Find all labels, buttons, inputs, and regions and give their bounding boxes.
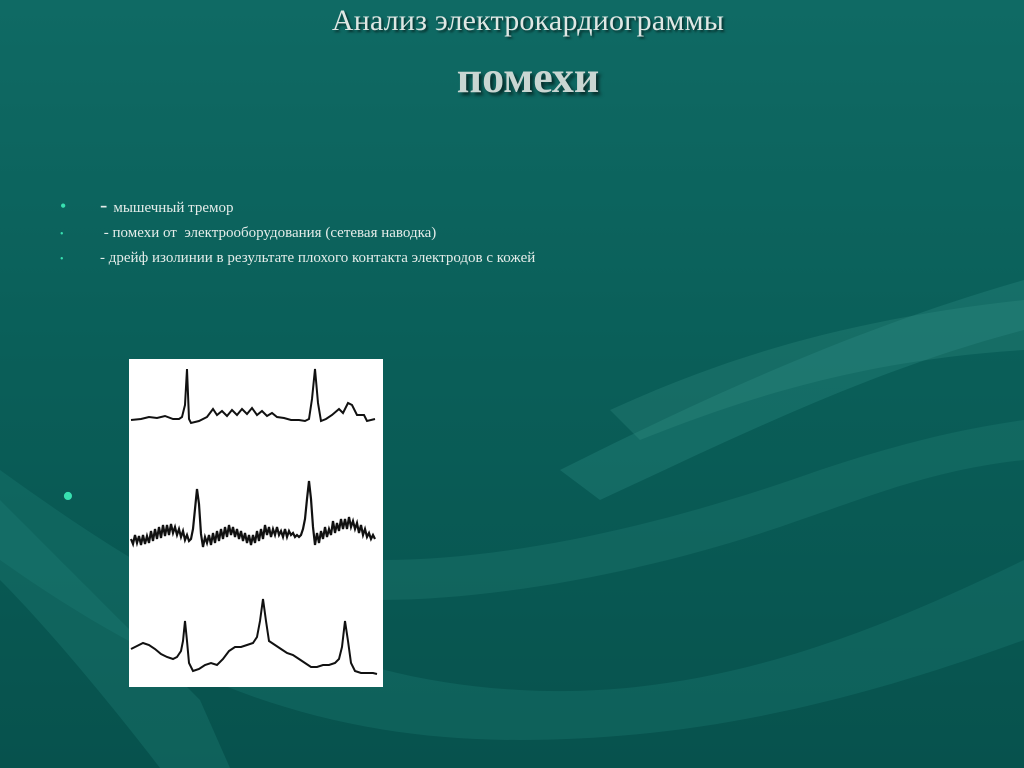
bullet-text: мышечный тремор bbox=[113, 200, 234, 216]
bullet-dot-icon: • bbox=[60, 229, 64, 240]
image-bullet-icon: • bbox=[62, 478, 74, 515]
muscle-tremor-trace bbox=[131, 369, 375, 423]
ecg-interference-figure bbox=[129, 359, 383, 687]
bullet-muscle-tremor bbox=[60, 192, 234, 218]
mains-interference-trace bbox=[131, 481, 375, 547]
slide-subtitle: помехи bbox=[456, 53, 600, 102]
slide-title: Анализ электрокардиограммы bbox=[331, 4, 725, 37]
bullet-text: - дрейф изолинии в результате плохого контакта электродов с кожей bbox=[100, 250, 536, 266]
bullet-dot-icon: • bbox=[60, 196, 67, 216]
bullet-dash: - bbox=[100, 192, 108, 217]
ecg-traces bbox=[129, 359, 383, 687]
bullet-baseline-drift bbox=[60, 250, 535, 267]
bullet-dot-icon: • bbox=[60, 254, 64, 265]
baseline-drift-trace bbox=[131, 599, 377, 674]
bullet-electrical-interference bbox=[60, 225, 436, 242]
bullet-text: - помехи от электрооборудования (сетевая наводка) bbox=[100, 225, 437, 241]
